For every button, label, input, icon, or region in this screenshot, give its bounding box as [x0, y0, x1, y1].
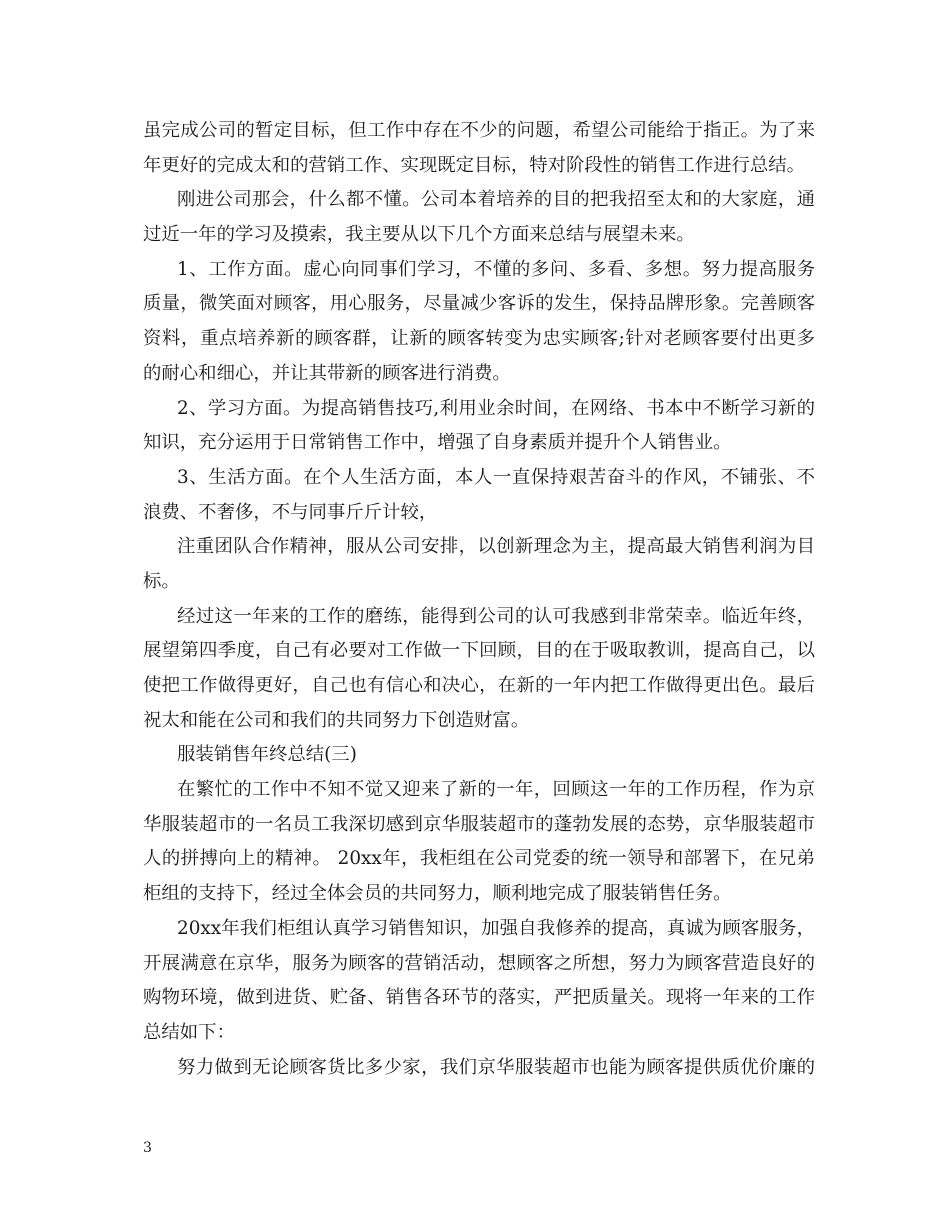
text-line: 资料，重点培养新的顾客群，让新的顾客转变为忠实顾客;针对老顾客要付出更多: [143, 328, 815, 350]
text-line: 展望第四季度，自己有必要对工作做一下回顾，目的在于吸取教训，提高自己，以: [143, 640, 815, 662]
text-line: 刚进公司那会，什么都不懂。公司本着培养的目的把我招至太和的大家庭，通: [177, 189, 815, 211]
page-number: 3: [143, 1140, 152, 1156]
text-line: 开展满意在京华，服务为顾客的营销活动，想顾客之所想，努力为顾客营造良好的: [143, 952, 815, 974]
text-line: 1、工作方面。虚心向同事们学习，不懂的多问、多看、多想。努力提高服务: [177, 258, 815, 280]
text-line: 质量，微笑面对顾客，用心服务，尽量减少客诉的发生，保持品牌形象。完善顾客: [143, 293, 815, 315]
text-line: 柜组的支持下，经过全体会员的共同努力，顺利地完成了服装销售任务。: [143, 883, 732, 905]
text-line: 努力做到无论顾客货比多少家，我们京华服装超市也能为顾客提供质优价廉的: [177, 1056, 815, 1078]
text-line: 3、生活方面。在个人生活方面，本人一直保持艰苦奋斗的作风，不铺张、不: [177, 466, 815, 488]
section-heading: 服装销售年终总结(三): [177, 744, 357, 766]
text-line: 注重团队合作精神，服从公司安排，以创新理念为主，提高最大销售利润为目: [177, 536, 815, 558]
text-line: 标。: [143, 570, 180, 592]
text-line: 知识，充分运用于日常销售工作中，增强了自身素质并提升个人销售业。: [143, 432, 732, 454]
text-line: 人的拼搏向上的精神。 20xx年，我柜组在公司党委的统一领导和部署下，在兄弟: [143, 848, 815, 870]
text-line: 20xx年我们柜组认真学习销售知识，加强自我修养的提高，真诚为顾客服务，: [177, 917, 815, 939]
text-line: 华服装超市的一名员工我深切感到京华服装超市的蓬勃发展的态势，京华服装超市: [143, 813, 815, 835]
body-text: [143, 114, 815, 1085]
text-line: 总结如下：: [143, 1021, 235, 1043]
text-line: 虽完成公司的暂定目标，但工作中存在不少的问题，希望公司能给于指正。为了来: [143, 120, 815, 141]
text-line: 购物环境，做到进货、贮备、销售各环节的落实，严把质量关。现将一年来的工作: [143, 987, 815, 1009]
text-line: 经过这一年来的工作的磨练，能得到公司的认可我感到非常荣幸。临近年终，: [177, 605, 815, 627]
text-line: 使把工作做得更好，自己也有信心和决心，在新的一年内把工作做得更出色。最后: [143, 675, 815, 696]
text-line: 2、学习方面。为提高销售技巧,利用业余时间，在网络、书本中不断学习新的: [177, 397, 815, 419]
text-line: 年更好的完成太和的营销工作、实现既定目标，特对阶段性的销售工作进行总结。: [143, 154, 806, 176]
text-line: 祝太和能在公司和我们的共同努力下创造财富。: [143, 709, 530, 731]
text-line: 在繁忙的工作中不知不觉又迎来了新的一年，回顾这一年的工作历程，作为京: [177, 779, 815, 801]
text-line: 浪费、不奢侈，不与同事斤斤计较，: [143, 501, 438, 523]
text-line: 过近一年的学习及摸索，我主要从以下几个方面来总结与展望未来。: [143, 224, 695, 246]
text-line: 的耐心和细心，并让其带新的顾客进行消费。: [143, 362, 511, 384]
